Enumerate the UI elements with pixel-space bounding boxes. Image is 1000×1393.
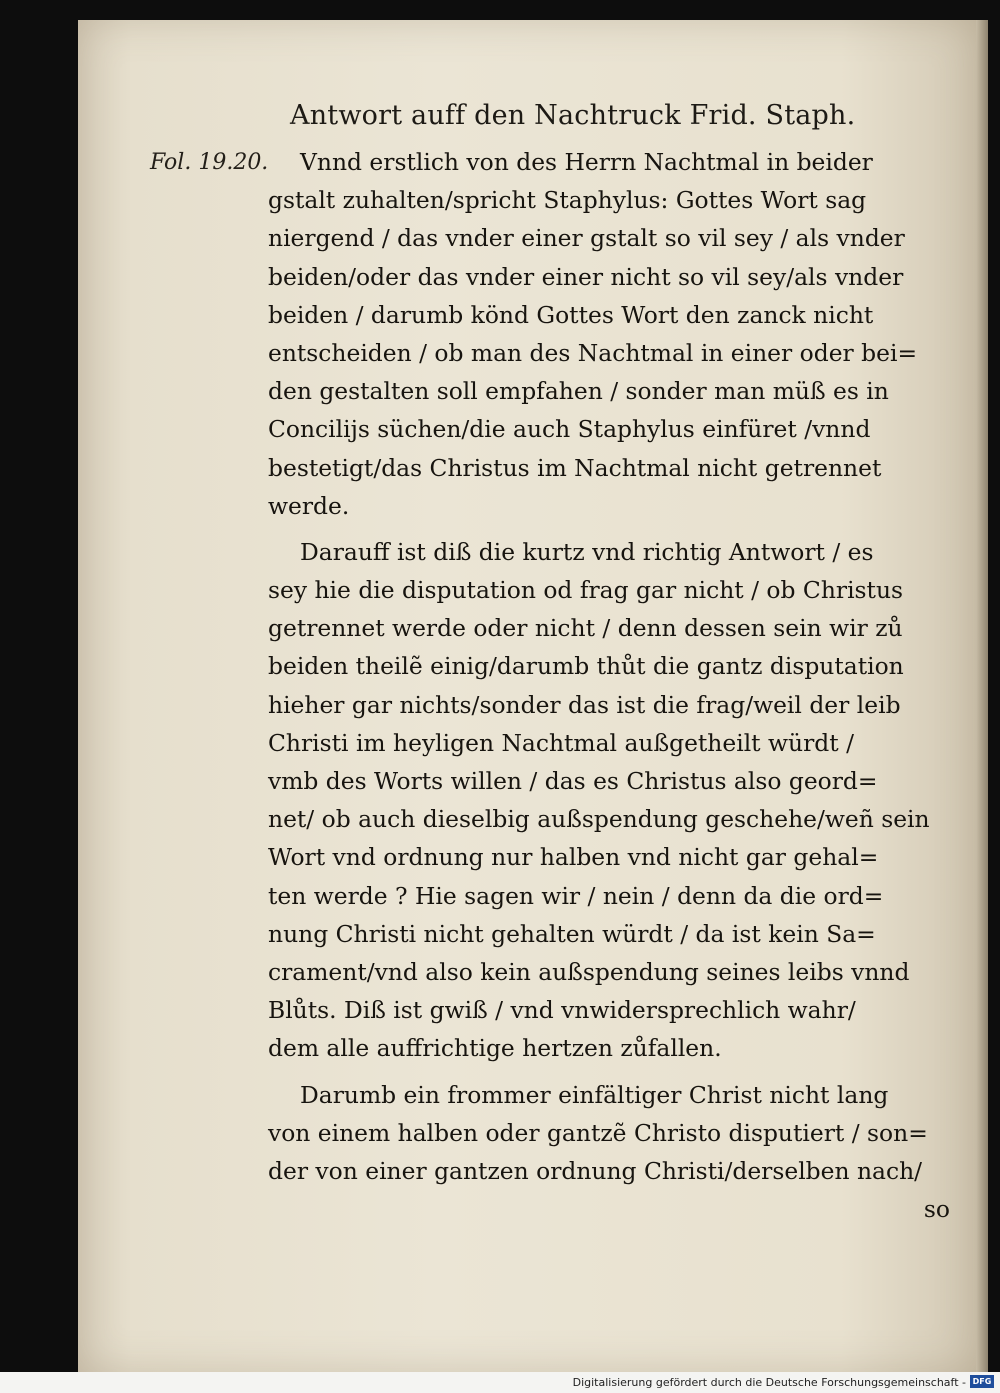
text-line: beiden / darumb könd Gottes Wort den zanck nicht	[268, 300, 874, 329]
paragraph-1	[268, 143, 958, 525]
body-text	[268, 143, 958, 1228]
text-line: net/ ob auch dieselbig außspendung geschehe/weñ sein	[268, 805, 930, 834]
text-line: von einem halben oder gantzẽ Christo disputiert / son=	[268, 1118, 928, 1147]
text-line: niergend / das vnder einer gstalt so vil sey / als vnder	[268, 224, 905, 253]
text-line: der von einer gantzen ordnung Christi/derselben nach/	[268, 1156, 923, 1185]
text-line: beiden/oder das vnder einer nicht so vil sey/als vnder	[268, 262, 904, 291]
text-line: getrennet werde oder nicht / denn dessen sein wir zů	[268, 614, 903, 643]
text-line: Blůts. Diß ist gwiß / vnd vnwidersprechlich wahr/	[268, 996, 856, 1025]
text-line: gstalt zuhalten/spricht Staphylus: Gottes Wort sag	[268, 186, 867, 215]
text-line: ten werde ? Hie sagen wir / nein / denn da die ord=	[268, 881, 884, 910]
paragraph-2	[268, 533, 958, 1068]
page-edge	[976, 20, 988, 1372]
margin-note: Fol. 19.20.	[150, 150, 269, 175]
text-line: sey hie die disputation od frag gar nicht / ob Christus	[268, 576, 904, 605]
text-line: vmb des Worts willen / das es Christus also geord=	[268, 767, 878, 795]
running-head: Antwort auff den Nachtruck Frid. Staph.	[290, 100, 856, 131]
text-line: crament/vnd also kein außspendung seines leibs vnnd	[268, 957, 910, 986]
dfg-logo-icon: DFG	[970, 1375, 994, 1388]
text-line: beiden theilẽ einig/darumb thůt die gantz disputation	[268, 652, 904, 681]
paragraph-gap	[268, 1068, 958, 1076]
text-line: Wort vnd ordnung nur halben vnd nicht gar gehal=	[268, 843, 879, 872]
text-line: Concilijs süchen/die auch Staphylus einfüret /vnnd	[268, 415, 871, 444]
text-line: dem alle auffrichtige hertzen zůfallen.	[268, 1034, 722, 1063]
text-line: den gestalten soll empfahen / sonder man müß es in	[268, 377, 889, 406]
paragraph-gap	[268, 525, 958, 533]
text-line: Darauff ist diß die kurtz vnd richtig Antwort / es	[300, 537, 874, 566]
text-line: nung Christi nicht gehalten würdt / da ist kein Sa=	[268, 919, 876, 948]
text-line: hieher gar nichts/sonder das ist die frag/weil der leib	[268, 690, 901, 719]
funding-credit: Digitalisierung gefördert durch die Deutsche Forschungsgemeinschaft -	[572, 1376, 966, 1389]
text-line: Darumb ein frommer einfältiger Christ nicht lang	[300, 1080, 889, 1109]
text-line: Vnnd erstlich von des Herrn Nachtmal in beider	[300, 148, 873, 176]
footer-bar	[0, 1372, 1000, 1393]
paragraph-3	[268, 1076, 958, 1191]
catchword: so	[923, 1195, 950, 1224]
text-line: entscheiden / ob man des Nachtmal in einer oder bei=	[268, 338, 918, 367]
text-line: bestetigt/das Christus im Nachtmal nicht getrennet	[268, 453, 882, 482]
text-line: werde.	[268, 491, 350, 520]
text-line: Christi im heyligen Nachtmal außgetheilt würdt /	[268, 728, 854, 757]
